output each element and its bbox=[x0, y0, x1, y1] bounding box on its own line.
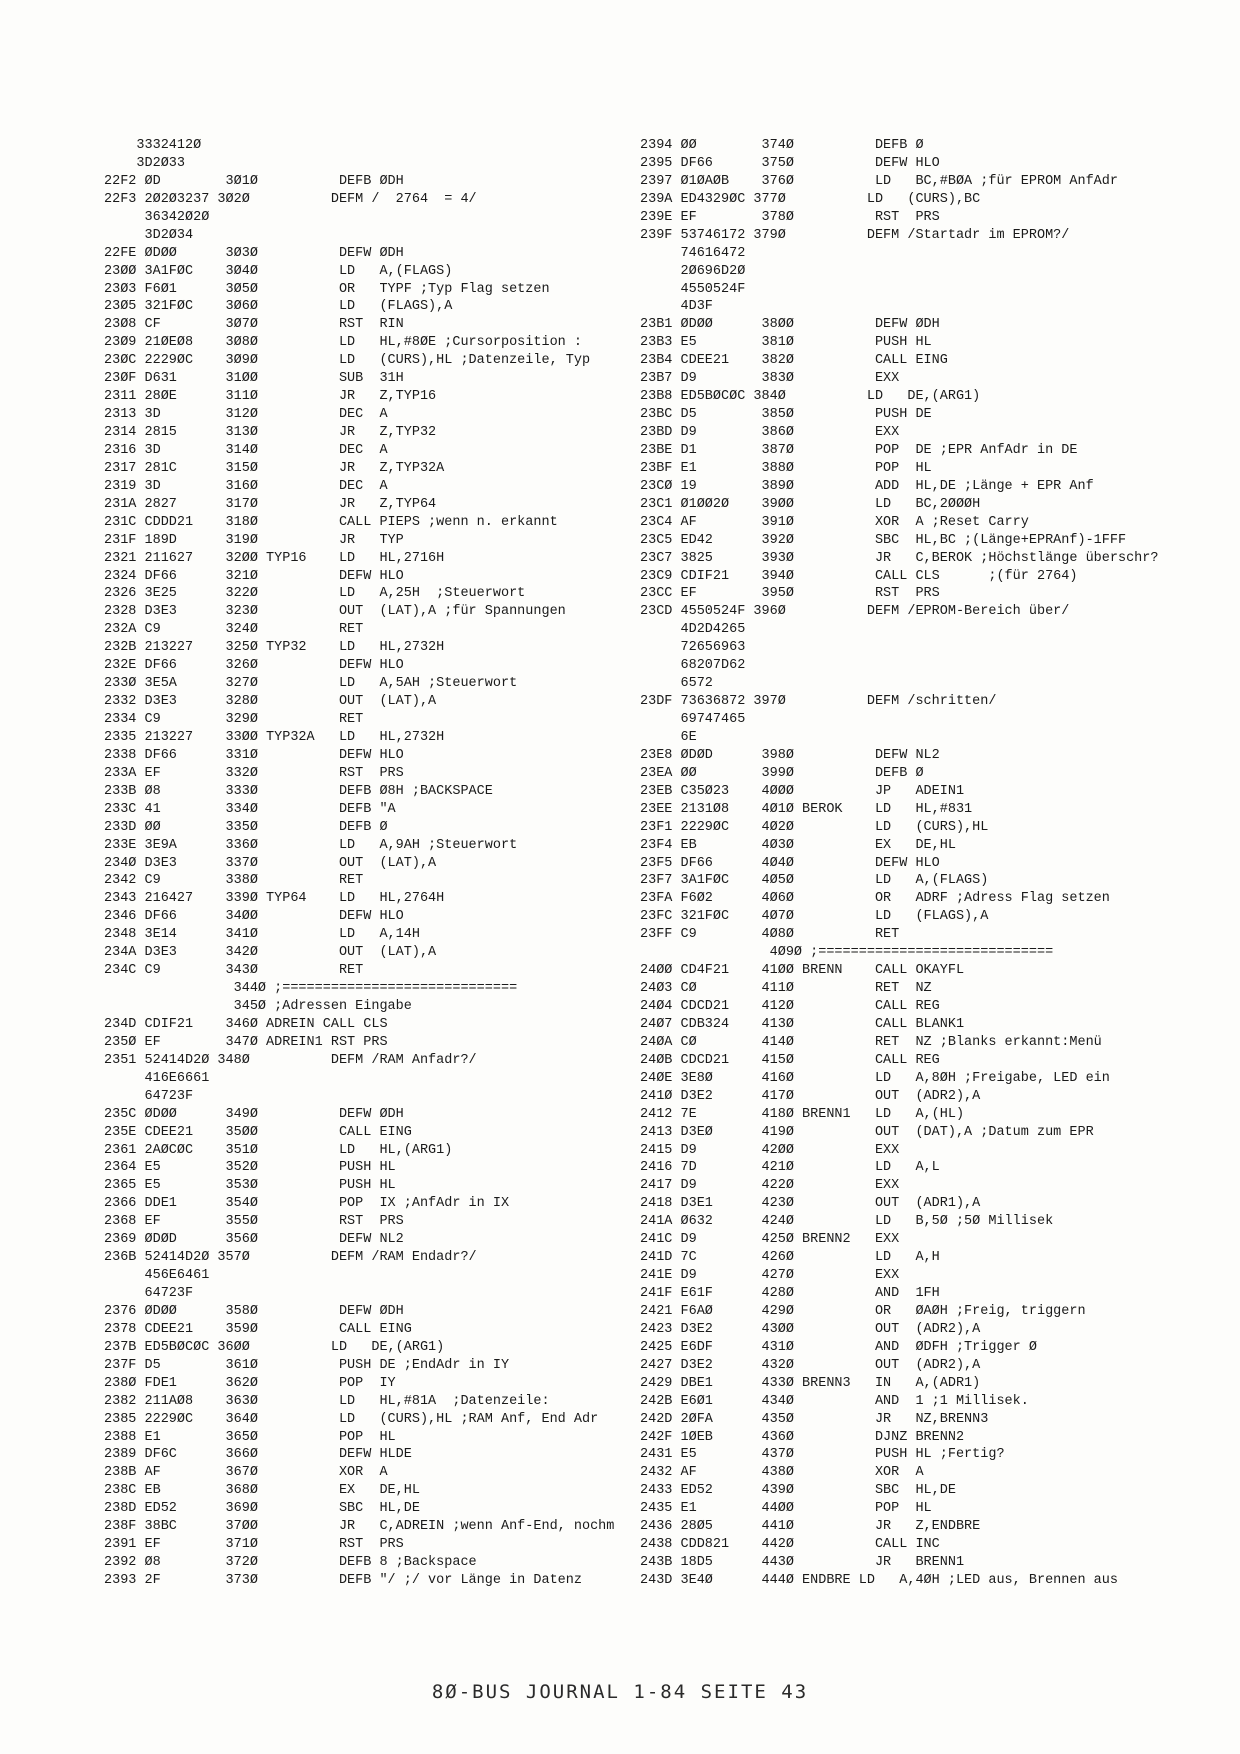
listing-line: 242D 2ØFA 435Ø JR NZ,BRENN3 bbox=[640, 1411, 989, 1427]
listing-line: 345Ø ;Adressen Eingabe bbox=[104, 999, 412, 1014]
listing-line: 4D3F bbox=[640, 299, 713, 315]
listing-line: 2429 DBE1 433Ø BRENN3 IN A,(ADR1) bbox=[640, 1375, 981, 1391]
listing-line: 2395 DF66 375Ø DEFW HLO bbox=[640, 155, 940, 171]
listing-line: 238B AF 367Ø XOR A bbox=[104, 1465, 388, 1481]
listing-line: 23EA ØØ 399Ø DEFB Ø bbox=[640, 765, 924, 781]
listing-line: 2361 2AØCØC 351Ø LD HL,(ARG1) bbox=[104, 1142, 453, 1158]
listing-line: 23Ø9 21ØEØ8 3Ø8Ø LD HL,#8ØE ;Cursorposition : bbox=[104, 335, 582, 351]
listing-line: 23DF 73636872 397Ø DEFM /schritten/ bbox=[640, 694, 997, 710]
listing-line: 36342Ø2Ø bbox=[104, 209, 210, 225]
listing-line: 4D2D4265 bbox=[640, 622, 746, 638]
listing-line: 2365 E5 353Ø PUSH HL bbox=[104, 1178, 396, 1194]
listing-line: 2311 28ØE 311Ø JR Z,TYP16 bbox=[104, 389, 437, 405]
listing-line: 241A Ø632 424Ø LD B,5Ø ;5Ø Millisek bbox=[640, 1214, 1054, 1230]
listing-line: 24ØØ CD4F21 41ØØ BRENN CALL OKAYFL bbox=[640, 963, 965, 979]
listing-line: 23F4 EB 4Ø3Ø EX DE,HL bbox=[640, 837, 956, 853]
listing-line: 2392 Ø8 372Ø DEFB 8 ;Backspace bbox=[104, 1555, 477, 1571]
listing-line: 23F1 2229ØC 4Ø2Ø LD (CURS),HL bbox=[640, 819, 989, 835]
listing-line: 2413 D3EØ 419Ø OUT (DAT),A ;Datum zum EPR bbox=[640, 1124, 1094, 1140]
listing-line: 24Ø3 CØ 411Ø RET NZ bbox=[640, 981, 932, 997]
listing-line: 2351 52414D2Ø 348Ø DEFM /RAM Anfadr?/ bbox=[104, 1052, 477, 1068]
listing-line: 23Ø8 CF 3Ø7Ø RST RIN bbox=[104, 317, 404, 333]
listing-line: 234A D3E3 342Ø OUT (LAT),A bbox=[104, 945, 437, 961]
listing-line: 23CC EF 395Ø RST PRS bbox=[640, 586, 940, 602]
listing-line: 23FC 321FØC 4Ø7Ø LD (FLAGS),A bbox=[640, 909, 989, 925]
listing-line: 23C5 ED42 392Ø SBC HL,BC ;(Länge+EPRAnf)-1FFF bbox=[640, 532, 1127, 548]
listing-line: 233E 3E9A 336Ø LD A,9AH ;Steuerwort bbox=[104, 837, 518, 853]
listing-line: 23ØØ 3A1FØC 3Ø4Ø LD A,(FLAGS) bbox=[104, 263, 453, 279]
listing-line: 24Ø4 CDCD21 412Ø CALL REG bbox=[640, 999, 940, 1014]
listing-line: 2338 DF66 331Ø DEFW HLO bbox=[104, 747, 404, 763]
listing-line: 2391 EF 371Ø RST PRS bbox=[104, 1537, 404, 1553]
listing-line: 231C CDDD21 318Ø CALL PIEPS ;wenn n. erkannt bbox=[104, 514, 558, 530]
listing-line: 2Ø696D2Ø bbox=[640, 263, 746, 279]
listing-line: 2432 AF 438Ø XOR A bbox=[640, 1465, 924, 1481]
listing-line: 2326 3E25 322Ø LD A,25H ;Steuerwort bbox=[104, 586, 526, 602]
listing-line: 2433 ED52 439Ø SBC HL,DE bbox=[640, 1483, 956, 1499]
listing-line: 2334 C9 329Ø RET bbox=[104, 712, 364, 727]
listing-line: 22FE ØDØØ 3Ø3Ø DEFW ØDH bbox=[104, 245, 404, 261]
listing-line: 23F7 3A1FØC 4Ø5Ø LD A,(FLAGS) bbox=[640, 873, 989, 889]
listing-line: 239A ED4329ØC 377Ø LD (CURS),BC bbox=[640, 191, 981, 207]
listing-line: 6572 bbox=[640, 676, 713, 692]
listing-line: 24Ø7 CDB324 413Ø CALL BLANK1 bbox=[640, 1016, 965, 1032]
listing-line: 2328 D3E3 323Ø OUT (LAT),A ;für Spannungen bbox=[104, 604, 566, 620]
listing-line: 231A 2827 317Ø JR Z,TYP64 bbox=[104, 496, 437, 512]
listing-line: 235C ØDØØ 349Ø DEFW ØDH bbox=[104, 1106, 404, 1122]
listing-column-left bbox=[104, 137, 624, 1590]
listing-line: 23BD D9 386Ø EXX bbox=[640, 425, 900, 440]
listing-line: 238Ø FDE1 362Ø POP IY bbox=[104, 1375, 396, 1391]
listing-line: 23FF C9 4Ø8Ø RET bbox=[640, 927, 900, 943]
listing-line: 69747465 bbox=[640, 712, 746, 727]
listing-line: 456E6461 bbox=[104, 1268, 210, 1284]
listing-line: 2435 E1 44ØØ POP HL bbox=[640, 1501, 932, 1517]
listing-line: 2314 2815 313Ø JR Z,TYP32 bbox=[104, 425, 437, 440]
listing-line: 2335 213227 33ØØ TYP32A LD HL,2732H bbox=[104, 729, 445, 745]
listing-line: 2324 DF66 321Ø DEFW HLO bbox=[104, 568, 404, 584]
listing-line: 233D ØØ 335Ø DEFB Ø bbox=[104, 819, 388, 835]
listing-line: 2431 E5 437Ø PUSH HL ;Fertig? bbox=[640, 1447, 1005, 1463]
listing-line: 2415 D9 42ØØ EXX bbox=[640, 1142, 900, 1158]
listing-line: 23Ø5 321FØC 3Ø6Ø LD (FLAGS),A bbox=[104, 299, 453, 315]
listing-line: 2382 211AØ8 363Ø LD HL,#81A ;Datenzeile: bbox=[104, 1393, 550, 1409]
listing-line: 2376 ØDØØ 358Ø DEFW ØDH bbox=[104, 1303, 404, 1319]
listing-line: 72656963 bbox=[640, 640, 746, 656]
listing-line: 23FA F6Ø2 4Ø6Ø OR ADRF ;Adress Flag setzen bbox=[640, 891, 1110, 907]
listing-line: 242B E6Ø1 434Ø AND 1 ;1 Millisek. bbox=[640, 1393, 1029, 1409]
listing-line: 239E EF 378Ø RST PRS bbox=[640, 209, 940, 225]
listing-line: 2421 F6AØ 429Ø OR ØAØH ;Freig, triggern bbox=[640, 1303, 1086, 1319]
listing-line: 23EB C35Ø23 4ØØØ JP ADEIN1 bbox=[640, 783, 965, 799]
listing-line: 2394 ØØ 374Ø DEFB Ø bbox=[640, 138, 924, 153]
listing-line: 4550524F bbox=[640, 281, 746, 297]
listing-line: 231F 189D 319Ø JR TYP bbox=[104, 532, 404, 548]
listing-line: 2389 DF6C 366Ø DEFW HLDE bbox=[104, 1447, 412, 1463]
listing-line: 64723F bbox=[104, 1088, 194, 1104]
listing-line: 238F 38BC 37ØØ JR C,ADREIN ;wenn Anf-End, nochm bbox=[104, 1519, 615, 1535]
listing-line: 2316 3D 314Ø DEC A bbox=[104, 442, 388, 458]
listing-line: 241Ø D3E2 417Ø OUT (ADR2),A bbox=[640, 1088, 981, 1104]
listing-line: 23F5 DF66 4Ø4Ø DEFW HLO bbox=[640, 855, 940, 871]
listing-line: 239F 53746172 379Ø DEFM /Startadr im EPROM?/ bbox=[640, 227, 1070, 243]
listing-line: 23B1 ØDØØ 38ØØ DEFW ØDH bbox=[640, 317, 940, 333]
listing-line: 2397 Ø1ØAØB 376Ø LD BC,#BØA ;für EPROM AnfAdr bbox=[640, 173, 1118, 189]
listing-line: 2393 2F 373Ø DEFB "/ ;/ vor Länge in Datenz bbox=[104, 1573, 582, 1588]
listing-line: 243D 3E4Ø 444Ø ENDBRE LD A,4ØH ;LED aus, Brennen aus bbox=[640, 1573, 1118, 1588]
listing-line: 2378 CDEE21 359Ø CALL EING bbox=[104, 1321, 412, 1337]
listing-line: 23C1 Ø1ØØ2Ø 39ØØ LD BC,2ØØØH bbox=[640, 496, 981, 512]
listing-line: 24ØB CDCD21 415Ø CALL REG bbox=[640, 1052, 940, 1068]
listing-line: 2425 E6DF 431Ø AND ØDFH ;Trigger Ø bbox=[640, 1339, 1037, 1355]
listing-line: 238D ED52 369Ø SBC HL,DE bbox=[104, 1501, 420, 1517]
listing-line: 3D2Ø34 bbox=[104, 227, 194, 243]
listing-line: 23BC D5 385Ø PUSH DE bbox=[640, 407, 932, 423]
listing-line: 2364 E5 352Ø PUSH HL bbox=[104, 1160, 396, 1176]
listing-line: 23BE D1 387Ø POP DE ;EPR AnfAdr in DE bbox=[640, 442, 1078, 458]
listing-column-right bbox=[640, 137, 1200, 1590]
listing-line: 23B7 D9 383Ø EXX bbox=[640, 371, 900, 387]
listing-line: 4Ø9Ø ;============================= bbox=[640, 945, 1054, 961]
listing-line: 24ØA CØ 414Ø RET NZ ;Blanks erkannt:Menü bbox=[640, 1034, 1102, 1050]
listing-line: 234C C9 343Ø RET bbox=[104, 963, 364, 979]
listing-line: 23C9 CDIF21 394Ø CALL CLS ;(für 2764) bbox=[640, 568, 1078, 584]
listing-line: 241C D9 425Ø BRENN2 EXX bbox=[640, 1232, 900, 1248]
listing-line: 2313 3D 312Ø DEC A bbox=[104, 407, 388, 423]
listing-line: 2319 3D 316Ø DEC A bbox=[104, 478, 388, 494]
listing-line: 243B 18D5 443Ø JR BRENN1 bbox=[640, 1555, 965, 1571]
listing-line: 2368 EF 355Ø RST PRS bbox=[104, 1214, 404, 1230]
listing-line: 64723F bbox=[104, 1286, 194, 1301]
listing-line: 23B3 E5 381Ø PUSH HL bbox=[640, 335, 932, 351]
listing-line: 2388 E1 365Ø POP HL bbox=[104, 1429, 396, 1445]
listing-line: 232E DF66 326Ø DEFW HLO bbox=[104, 658, 404, 674]
listing-line: 2366 DDE1 354Ø POP IX ;AnfAdr in IX bbox=[104, 1196, 510, 1212]
listing-line: 3D2Ø33 bbox=[104, 155, 186, 171]
listing-line: 236B 52414D2Ø 357Ø DEFM /RAM Endadr?/ bbox=[104, 1250, 477, 1266]
listing-line: 23EE 2131Ø8 4Ø1Ø BEROK LD HL,#831 bbox=[640, 801, 973, 817]
listing-line: 237B ED5BØCØC 36ØØ LD DE,(ARG1) bbox=[104, 1339, 445, 1355]
listing-line: 68207D62 bbox=[640, 658, 746, 674]
listing-line: 238C EB 368Ø EX DE,HL bbox=[104, 1483, 420, 1499]
listing-line: 2385 2229ØC 364Ø LD (CURS),HL ;RAM Anf, End Adr bbox=[104, 1411, 599, 1427]
listing-line: 2369 ØDØD 356Ø DEFW NL2 bbox=[104, 1232, 404, 1248]
listing-line: 2416 7D 421Ø LD A,L bbox=[640, 1160, 940, 1176]
listing-line: 235E CDEE21 35ØØ CALL EING bbox=[104, 1124, 412, 1140]
listing-line: 3332412Ø bbox=[104, 138, 202, 153]
listing-line: 23BF E1 388Ø POP HL bbox=[640, 460, 932, 476]
listing-line: 2348 3E14 341Ø LD A,14H bbox=[104, 927, 420, 943]
listing-line: 22F2 ØD 3Ø1Ø DEFB ØDH bbox=[104, 173, 404, 189]
listing-line: 23ØF D631 31ØØ SUB 31H bbox=[104, 371, 404, 387]
listing-line: 23Ø3 F6Ø1 3Ø5Ø OR TYPF ;Typ Flag setzen bbox=[104, 281, 550, 297]
listing-line: 23CØ 19 389Ø ADD HL,DE ;Länge + EPR Anf bbox=[640, 478, 1094, 494]
listing-line: 232A C9 324Ø RET bbox=[104, 622, 364, 638]
listing-line: 2436 28Ø5 441Ø JR Z,ENDBRE bbox=[640, 1519, 981, 1535]
listing-line: 233B Ø8 333Ø DEFB Ø8H ;BACKSPACE bbox=[104, 783, 493, 799]
listing-line: 2332 D3E3 328Ø OUT (LAT),A bbox=[104, 694, 437, 710]
listing-line: 234D CDIF21 346Ø ADREIN CALL CLS bbox=[104, 1016, 388, 1032]
listing-line: 24ØE 3E8Ø 416Ø LD A,8ØH ;Freigabe, LED ein bbox=[640, 1070, 1110, 1086]
listing-line: 344Ø ;============================= bbox=[104, 981, 518, 997]
listing-line: 2412 7E 418Ø BRENN1 LD A,(HL) bbox=[640, 1106, 965, 1122]
listing-line: 23E8 ØDØD 398Ø DEFW NL2 bbox=[640, 747, 940, 763]
listing-line: 233Ø 3E5A 327Ø LD A,5AH ;Steuerwort bbox=[104, 676, 518, 692]
listing-line: 416E6661 bbox=[104, 1070, 210, 1086]
listing-line: 23CD 4550524F 396Ø DEFM /EPROM-Bereich über/ bbox=[640, 604, 1070, 620]
listing-line: 23C7 3825 393Ø JR C,BEROK ;Höchstlänge überschr? bbox=[640, 550, 1159, 566]
listing-line: 234Ø D3E3 337Ø OUT (LAT),A bbox=[104, 855, 437, 871]
listing-line: 2321 211627 32ØØ TYP16 LD HL,2716H bbox=[104, 550, 445, 566]
listing-line: 233C 41 334Ø DEFB "A bbox=[104, 801, 396, 817]
listing-line: 6E bbox=[640, 729, 697, 745]
listing-line: 2438 CDD821 442Ø CALL INC bbox=[640, 1537, 940, 1553]
listing-line: 23B8 ED5BØCØC 384Ø LD DE,(ARG1) bbox=[640, 389, 981, 405]
listing-line: 242F 1ØEB 436Ø DJNZ BRENN2 bbox=[640, 1429, 965, 1445]
page-footer: 8Ø-BUS JOURNAL 1-84 SEITE 43 bbox=[431, 1681, 809, 1703]
listing-line: 241D 7C 426Ø LD A,H bbox=[640, 1250, 940, 1266]
listing-line: 233A EF 332Ø RST PRS bbox=[104, 765, 404, 781]
listing-line: 241E D9 427Ø EXX bbox=[640, 1268, 900, 1284]
listing-line: 23C4 AF 391Ø XOR A ;Reset Carry bbox=[640, 514, 1029, 530]
listing-line: 2346 DF66 34ØØ DEFW HLO bbox=[104, 909, 404, 925]
listing-line: 2427 D3E2 432Ø OUT (ADR2),A bbox=[640, 1357, 981, 1373]
listing-line: 235Ø EF 347Ø ADREIN1 RST PRS bbox=[104, 1034, 388, 1050]
listing-line: 74616472 bbox=[640, 245, 746, 261]
listing-line: 2317 281C 315Ø JR Z,TYP32A bbox=[104, 460, 445, 476]
listing-line: 23B4 CDEE21 382Ø CALL EING bbox=[640, 353, 948, 369]
listing-line: 23ØC 2229ØC 3Ø9Ø LD (CURS),HL ;Datenzeile, Typ bbox=[104, 353, 591, 369]
listing-line: 2342 C9 338Ø RET bbox=[104, 873, 364, 889]
listing-line: 2343 216427 339Ø TYP64 LD HL,2764H bbox=[104, 891, 445, 907]
listing-line: 2417 D9 422Ø EXX bbox=[640, 1178, 900, 1194]
listing-line: 2418 D3E1 423Ø OUT (ADR1),A bbox=[640, 1196, 981, 1212]
listing-line: 22F3 2Ø2Ø3237 3Ø2Ø DEFM / 2764 = 4/ bbox=[104, 191, 477, 207]
listing-line: 237F D5 361Ø PUSH DE ;EndAdr in IY bbox=[104, 1357, 510, 1373]
listing-line: 232B 213227 325Ø TYP32 LD HL,2732H bbox=[104, 640, 445, 656]
listing-line: 2423 D3E2 43ØØ OUT (ADR2),A bbox=[640, 1321, 981, 1337]
listing-line: 241F E61F 428Ø AND 1FH bbox=[640, 1286, 940, 1301]
